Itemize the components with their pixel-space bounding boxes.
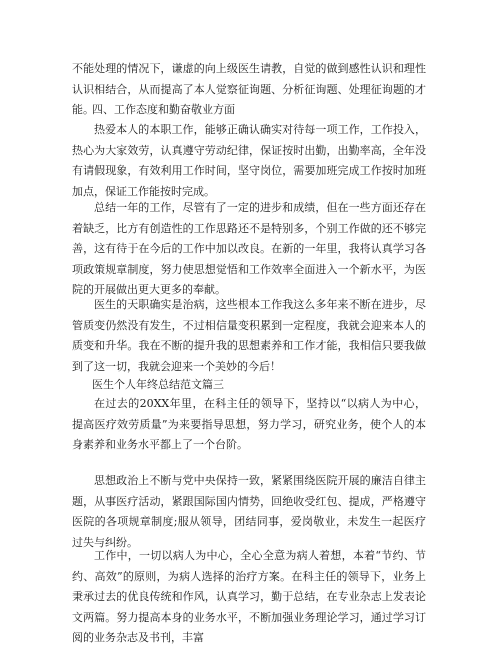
paragraph-political-thought: 思想政治上不断与党中央保持一致，紧紧围绕医院开展的廉洁自律主题，从事医疗活动，紧跟国际国内情势，回绝收受红包、提成，严格遵守医院的各项规章制度;服从领导，团结同事，爱岗敬业，未发生一起医疗过失与纠纷。	[72, 474, 426, 549]
paragraph-past-year: 在过去的20XX年里，在科主任的领导下，坚持以“以病人为中心，提高医疗效劳质量”为来要指导思想，努力学习，研究业务，使个人的本身素养和业务水平都上了一个台阶。	[72, 397, 426, 451]
paragraph-year-summary: 总结一年的工作，尽管有了一定的进步和成绩，但在一些方面还存在着缺乏，比方有创造性的工作思路还不是特别多，个别工作做的还不够完善，这有待于在今后的工作中加以改良。在新的一年里，我将认真学习各项政策规章制度，努力使思想觉悟和工作效率全面进入一个新水平，为医院的开展做出更大更多的奉献。	[72, 201, 426, 296]
section-heading-work-attitude: 四、工作态度和勤奋敬业方面	[92, 103, 235, 116]
paragraph-work-attitude: 热爱本人的本职工作，能够正确认确实对待每一项工作，工作投入，热心为大家效劳，认真遵守劳动纪律，保证按时出勤，出勤率高，全年没有请假现象，有效利用工作时间，坚守岗位，需要加班完成工作按时加班加点，保证工作能按时完成。	[72, 123, 426, 198]
paragraph-doctor-duty: 医生的天职确实是治病，这些根本工作我这么多年来不断在进步，尽管质变仍然没有发生，不过相信量变积累到一定程度，我就会迎来本人的质变和升华。我在不断的提升我的思想素养和工作才能，我相信只要我做到了这一切，我就会迎来一个美妙的今后！	[72, 298, 426, 373]
section-heading-sample-three: 医生个人年终总结范文篇三	[92, 378, 224, 391]
paragraph-continuation: 不能处理的情况下，谦虚的向上级医生请教，自觉的做到感性认识和理性认识相结合，从而提高了本人觉察征询题、分析征询题、处理征询题的才能。	[72, 62, 426, 116]
paragraph-work-patient-centered: 工作中，一切以病人为中心，全心全意为病人着想，本着“节约、节约、高效”的原则，为病人选择的治疗方案。在科主任的领导下，业务上秉承过去的优良传统和作风，认真学习，勤于总结，在专业杂志上发表论文两篇。努力提高本身的业务水平，不断加强业务理论学习，通过学习订阅的业务杂志及书刊，丰富	[72, 549, 426, 644]
